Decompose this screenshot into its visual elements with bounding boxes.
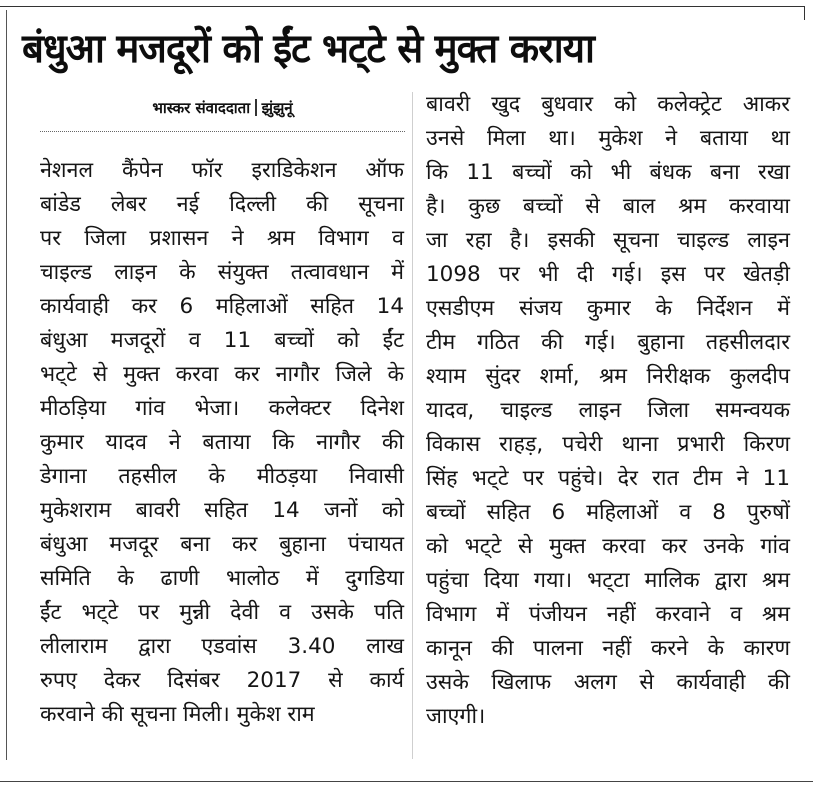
article-text-line: कार्यवाही कर 6 महिलाओं सहित 14 [40,294,404,319]
article-text-line: विभाग में पंजीयन नहीं करवाने व श्रम [426,602,790,627]
article-text-line: बंधुआ मजदूर बना कर बुहाना पंचायत [40,532,404,557]
article-text-line: सिंह भट्‌टे पर पहुंचे। देर रात टीम ने 11 [426,466,790,491]
byline-reporter: भास्कर संवाददाता [152,99,251,117]
article-text-line: कानून की पालना नहीं करने के कारण [426,636,790,661]
article-text-line: यादव, चाइल्ड लाइन जिला समन्वयक [426,398,790,423]
article-text-line: को भट्‌टे से मुक्त करवा कर उनके गांव [426,534,790,559]
article-text-line: रुपए देकर दिसंबर 2017 से कार्य [40,668,404,693]
article-text-line: जा रहा है। इसकी सूचना चाइल्ड लाइन [426,228,790,253]
article-text-line: बंधुआ मजदूरों व 11 बच्चों को ईंट [40,328,404,353]
article-text-line: चाइल्ड लाइन के संयुक्त तत्वावधान में [40,260,404,285]
article-text-line: जाएगी। [426,704,486,729]
byline [40,98,405,118]
article-text-line: नेशनल कैंपेन फॉर इराडिकेशन ऑफ [40,158,404,183]
article-text-line: मुकेशराम बावरी सहित 14 जनों को [40,498,404,523]
article-text-line: श्याम सुंदर शर्मा, श्रम निरीक्षक कुलदीप [426,364,790,389]
article-column-1 [40,154,404,732]
article-text-line: बावरी खुद बुधवार को कलेक्ट्रेट आकर [426,92,790,117]
article-text-line: लीलाराम द्वारा एडवांस 3.40 लाख [40,634,404,659]
article-text-line: पर जिला प्रशासन ने श्रम विभाग व [40,226,404,251]
article-text-line: डेगाना तहसील के मीठड़या निवासी [40,464,404,489]
article-text-line: 1098 पर भी दी गई। इस पर खेतड़ी [426,262,790,287]
top-border-line [0,6,805,7]
article-text-line: पहुंचा दिया गया। भट्‌टा मालिक द्वारा श्रम [426,568,790,593]
article-text-line: कुमार यादव ने बताया कि नागौर की [40,430,404,455]
article-text-line: बांडेड लेबर नई दिल्ली की सूचना [40,192,404,217]
left-border-line [6,10,7,760]
article-text-line: भट्‌टे से मुक्त करवा कर नागौर जिले के [40,362,404,387]
column-divider [412,92,413,759]
top-right-corner-line [804,6,805,20]
byline-separator [255,99,257,116]
article-text-line: टीम गठित की गई। बुहाना तहसीलदार [426,330,790,355]
article-text-line: ईंट भट्‌टे पर मुन्नी देवी व उसके पति [40,600,404,625]
article-text-line: कि 11 बच्चों को भी बंधक बना रखा [426,160,790,185]
article-text-line: विकास राहड़, पचेरी थाना प्रभारी किरण [426,432,790,457]
article-text-line: उनसे मिला था। मुकेश ने बताया था [426,126,790,151]
article-text-line: एसडीएम संजय कुमार के निर्देशन में [426,296,790,321]
byline-location: झुंझुनूं [261,99,293,117]
article-column-2 [426,88,790,734]
article-headline: बंधुआ मजदूरों को ईंट भट्‌टे से मुक्त कराया [22,26,595,72]
article-text-line: समिति के ढाणी भालोठ में दुगडिया [40,566,404,591]
article-text-line: उसके खिलाफ अलग से कार्यवाही की [426,670,790,695]
bottom-border-line [0,781,813,782]
byline-dotted-rule [40,131,405,132]
article-text-line: मीठड़िया गांव भेजा। कलेक्टर दिनेश [40,396,404,421]
article-text-line: करवाने की सूचना मिली। मुकेश राम [40,702,315,727]
article-text-line: है। कुछ बच्चों से बाल श्रम करवाया [426,194,790,219]
article-text-line: बच्चों सहित 6 महिलाओं व 8 पुरुषों [426,500,790,525]
